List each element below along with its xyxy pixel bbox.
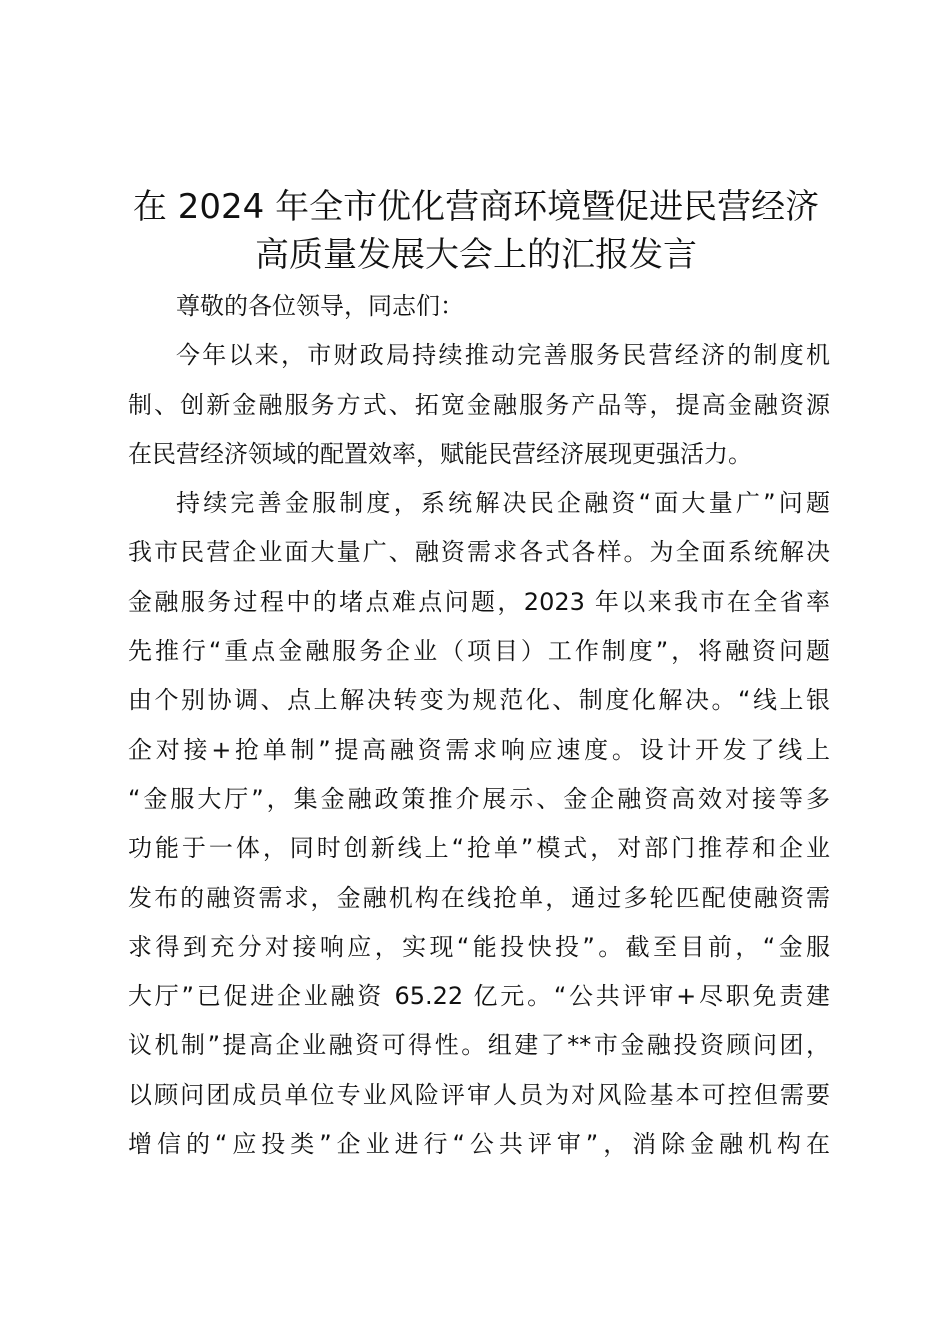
paragraph-line: “金服大厅”，集金融政策推介展示、金企融资高效对接等多: [128, 784, 830, 813]
paragraph-line: 在民营经济领域的配置效率，赋能民营经济展现更强活力。: [128, 439, 752, 468]
paragraph-intro: [128, 331, 830, 479]
title-line-2: 高质量发展大会上的汇报发言: [255, 235, 697, 275]
paragraph-line: 今年以来，市财政局持续推动完善服务民营经济的制度机: [176, 341, 830, 370]
paragraph-line: 先推行“重点金融服务企业（项目）工作制度”，将融资问题: [128, 637, 830, 666]
paragraph-line: 功能于一体，同时创新线上“抢单”模式，对部门推荐和企业: [128, 834, 830, 863]
document-body: [128, 282, 830, 1169]
paragraph-line: 求得到充分对接响应，实现“能投快投”。截至目前，“金服: [128, 932, 830, 961]
paragraph-line: 增信的“应投类”企业进行“公共评审”，消除金融机构在: [128, 1130, 830, 1159]
paragraph-line: 我市民营企业面大量广、融资需求各式各样。为全面系统解决: [128, 538, 830, 567]
title-line-1: 在 2024 年全市优化营商环境暨促进民营经济: [132, 187, 820, 227]
paragraph-finance-system: [128, 479, 830, 1169]
paragraph-line: 以顾问团成员单位专业风险评审人员为对风险基本可控但需要: [128, 1080, 830, 1109]
document-title: [120, 183, 832, 279]
paragraph-line: 议机制”提高企业融资可得性。组建了**市金融投资顾问团，: [128, 1031, 830, 1060]
salutation-text: 尊敬的各位领导，同志们：: [176, 292, 464, 320]
paragraph-line: 持续完善金服制度，系统解决民企融资“面大量广”问题: [176, 489, 830, 518]
paragraph-line: 发布的融资需求，金融机构在线抢单，通过多轮匹配使融资需: [128, 883, 830, 912]
paragraph-line: 金融服务过程中的堵点难点问题，2023 年以来我市在全省率: [128, 587, 830, 616]
paragraph-line: 由个别协调、点上解决转变为规范化、制度化解决。“线上银: [128, 686, 830, 715]
salutation: [128, 282, 830, 331]
paragraph-line: 制、创新金融服务方式、拓宽金融服务产品等，提高金融资源: [128, 390, 830, 419]
paragraph-line: 企对接+抢单制”提高融资需求响应速度。设计开发了线上: [128, 735, 830, 764]
paragraph-line: 大厅”已促进企业融资 65.22 亿元。“公共评审+尽职免责建: [128, 982, 830, 1011]
